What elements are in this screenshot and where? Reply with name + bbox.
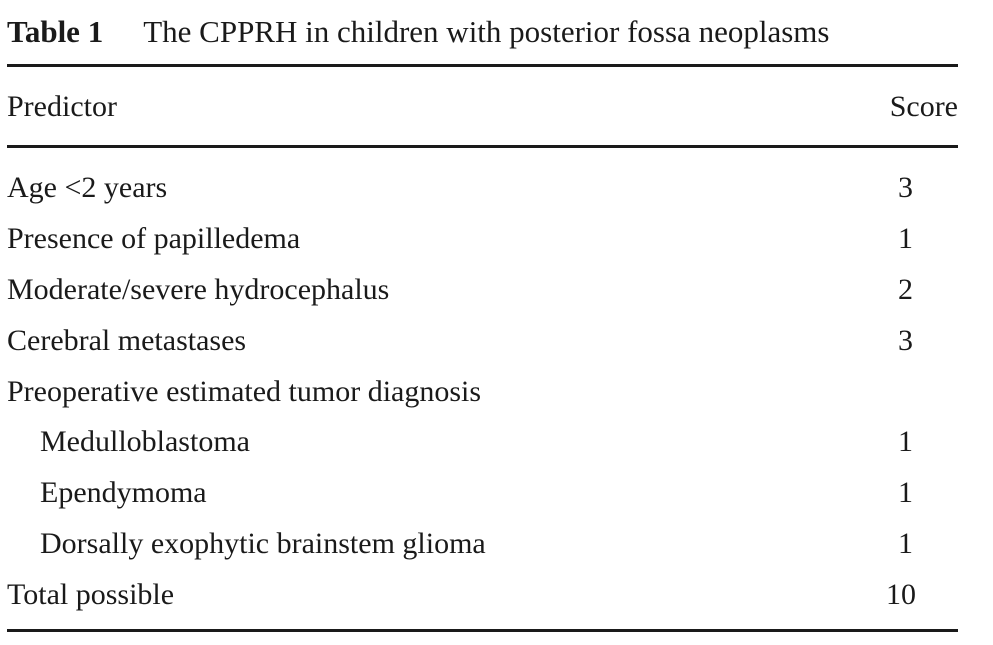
header-rule <box>7 145 958 148</box>
total-label: Total possible <box>7 578 175 611</box>
score-cell: 1 <box>898 425 913 458</box>
predictor-cell: Dorsally exophytic brainstem glioma <box>40 527 486 560</box>
table-row <box>7 319 958 363</box>
total-row <box>7 573 958 617</box>
score-cell: 1 <box>898 476 913 509</box>
table-label: Table 1 <box>7 14 104 49</box>
bottom-rule <box>7 629 958 632</box>
predictor-cell: Ependymoma <box>40 476 207 509</box>
table-row <box>7 268 958 312</box>
predictor-cell: Moderate/severe hydrocephalus <box>7 273 390 306</box>
predictor-cell: Age <2 years <box>7 171 168 204</box>
score-cell: 1 <box>898 527 913 560</box>
total-score: 10 <box>886 578 916 611</box>
score-cell: 3 <box>898 171 913 204</box>
predictor-cell: Cerebral metastases <box>7 324 247 357</box>
table-row <box>7 166 958 210</box>
table-row <box>7 217 958 261</box>
table-caption <box>7 10 829 54</box>
score-cell: 1 <box>898 222 913 255</box>
predictor-cell: Medulloblastoma <box>40 425 250 458</box>
table-row <box>7 522 958 566</box>
table-row <box>7 420 958 464</box>
header-score: Score <box>889 90 958 123</box>
table-row <box>7 370 958 414</box>
predictor-cell: Presence of papilledema <box>7 222 301 255</box>
top-rule <box>7 64 958 67</box>
table-row <box>7 471 958 515</box>
score-cell: 3 <box>898 324 913 357</box>
predictor-cell: Preoperative estimated tumor diagnosis <box>7 375 482 408</box>
header-predictor: Predictor <box>7 90 117 123</box>
table-title: The CPPRH in children with posterior fossa neoplasms <box>143 14 830 49</box>
header-row <box>7 85 958 129</box>
score-cell: 2 <box>898 273 913 306</box>
